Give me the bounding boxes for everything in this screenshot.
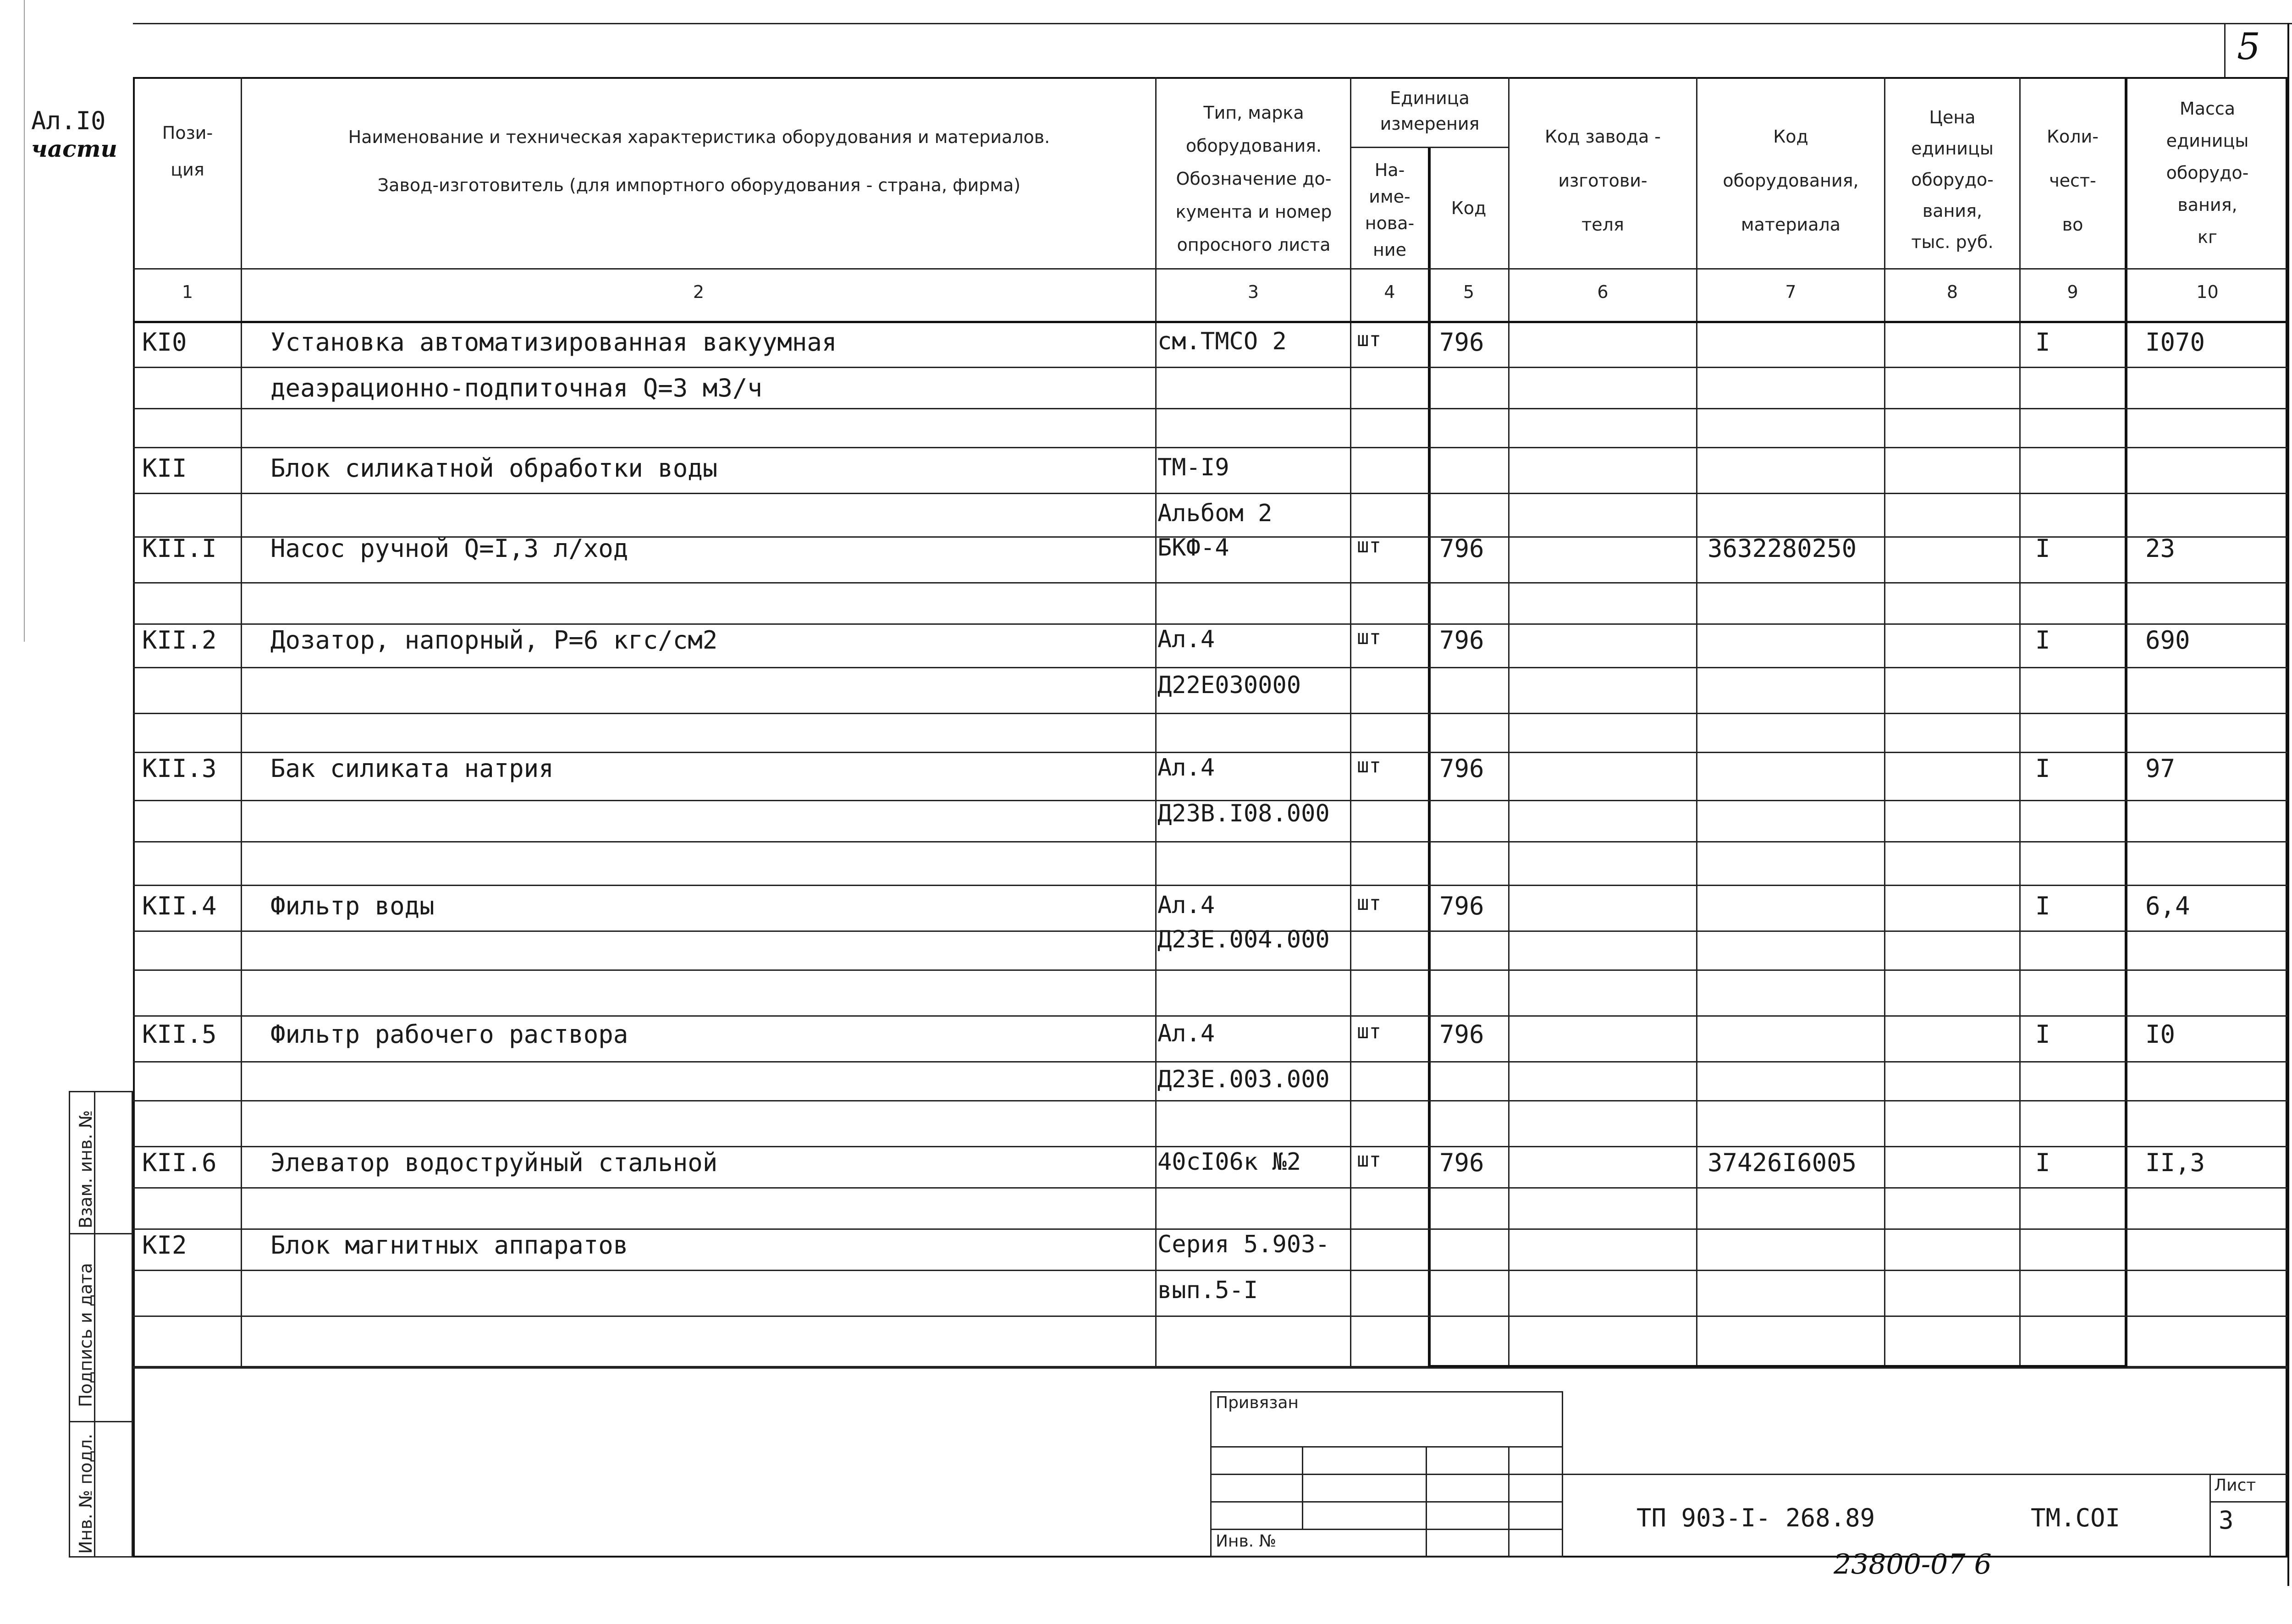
cell-eq: 3632280250 — [1708, 534, 1857, 563]
colnum-4: 4 — [1384, 282, 1395, 302]
left-binding-line — [24, 0, 25, 642]
cell-mass: I0 — [2145, 1020, 2176, 1049]
margin-line2: части — [31, 135, 117, 162]
privyazan-vline1 — [1302, 1446, 1303, 1529]
colnum-1: 1 — [182, 282, 193, 302]
side-stamp-sep2 — [69, 1421, 133, 1422]
cell-type: 40сI06к №2 — [1157, 1148, 1301, 1176]
row-separator — [133, 667, 2287, 668]
row-separator — [133, 1228, 2287, 1230]
privyazan-line2 — [1210, 1474, 1563, 1475]
header-col3: Тип, марка оборудования. Обозначение до- кумента и номер опросного листа — [1175, 103, 1332, 255]
inv-no-label: Инв. № — [1216, 1532, 1277, 1551]
right-border — [2287, 23, 2289, 1586]
header-unit-group: Единица измерения — [1380, 88, 1480, 134]
cell-type: вып.5-I — [1157, 1277, 1258, 1304]
cell-qty: I — [2035, 892, 2050, 920]
cell-pos: КII.4 — [142, 892, 217, 920]
cell-code: 796 — [1439, 1020, 1484, 1049]
colnum-8: 8 — [1946, 282, 1958, 302]
side-stamp-inv: Инв. № подл. — [76, 1433, 96, 1554]
cell-name: Бак силиката натрия — [270, 754, 554, 783]
colnum-7: 7 — [1785, 282, 1796, 302]
cell-pos: КII.I — [142, 534, 217, 563]
cell-unit: шт — [1357, 534, 1381, 557]
cell-code: 796 — [1439, 328, 1484, 357]
cell-type: Ал.4 — [1157, 1020, 1215, 1047]
cell-type: Д23Е.004.000 — [1157, 926, 1330, 953]
cell-name: деаэрационно-подпиточная Q=3 м3/ч — [270, 374, 762, 402]
cell-qty: I — [2035, 328, 2050, 357]
colnum-6: 6 — [1597, 282, 1609, 302]
cell-code: 796 — [1439, 754, 1484, 783]
row-separator — [133, 1187, 2287, 1189]
doc-number: ТП 903-I- 268.89 — [1636, 1503, 1875, 1532]
row-separator — [133, 623, 2287, 625]
header-col6: Код завода - изготови- теля — [1544, 127, 1661, 235]
col-line-1 — [241, 77, 242, 1367]
cell-qty: I — [2035, 754, 2050, 783]
cell-code: 796 — [1439, 626, 1484, 655]
cell-name: Блок магнитных аппаратов — [270, 1231, 628, 1260]
header-col1: Пози- ция — [162, 123, 213, 180]
cell-type: Ал.4 — [1157, 892, 1215, 919]
row-separator — [133, 1100, 2287, 1101]
header-col2-line2: Завод-изготовитель (для импортного оборудования - страна, фирма) — [377, 175, 1021, 195]
cell-type: Ал.4 — [1157, 754, 1215, 782]
col-line-7 — [1884, 77, 1885, 1367]
cell-type: ТМ-I9 — [1157, 454, 1229, 481]
col-line-2 — [1155, 77, 1157, 1367]
cell-qty: I — [2035, 1020, 2050, 1049]
side-stamp-vzam: Взам. инв. № — [76, 1110, 96, 1228]
row-separator — [133, 841, 2287, 842]
header-col10: Масса единицы оборудо- вания, кг — [2166, 99, 2249, 247]
row-separator — [133, 367, 2287, 368]
cell-mass: II,3 — [2145, 1148, 2205, 1177]
row-separator — [133, 493, 2287, 494]
row-separator — [133, 885, 2287, 886]
cell-pos: КII.5 — [142, 1020, 217, 1049]
row-separator — [133, 1015, 2287, 1017]
col-line-8 — [2019, 77, 2021, 1367]
colnum-9: 9 — [2067, 282, 2078, 302]
cell-qty: I — [2035, 626, 2050, 655]
header-col9: Коли- чест- во — [2047, 127, 2099, 235]
colnum-5: 5 — [1463, 282, 1475, 302]
cell-code: 796 — [1439, 892, 1484, 920]
cell-name: Фильтр рабочего раствора — [270, 1020, 628, 1049]
cell-mass: 690 — [2145, 626, 2190, 655]
cell-unit: шт — [1357, 626, 1381, 649]
cell-pos: КI0 — [142, 328, 187, 357]
privyazan-line3 — [1210, 1501, 1563, 1503]
colnum-bottom-line — [133, 321, 2287, 323]
cell-mass: 6,4 — [2145, 892, 2190, 920]
cell-name: Фильтр воды — [270, 892, 435, 920]
cell-pos: КII.2 — [142, 626, 217, 655]
row-separator — [133, 582, 2287, 584]
unit-group-line — [1350, 147, 1508, 148]
row-separator — [133, 1270, 2287, 1271]
row-separator — [133, 1061, 2287, 1062]
col-line-9 — [2125, 77, 2127, 1367]
side-stamp-podpis: Подпись и дата — [76, 1263, 96, 1407]
cell-unit: шт — [1357, 1148, 1381, 1172]
cell-name: Блок силикатной обработки воды — [270, 454, 718, 483]
cell-name: Дозатор, напорный, Р=6 кгс/см2 — [270, 626, 718, 655]
margin-note — [31, 106, 132, 162]
row-separator — [133, 1146, 2287, 1147]
privyazan-label: Привязан — [1216, 1393, 1299, 1412]
cell-type: БКФ-4 — [1157, 534, 1229, 562]
header-col4: На- име- нова- ние — [1365, 160, 1415, 260]
cell-pos: КI2 — [142, 1231, 187, 1260]
colnum-3: 3 — [1247, 282, 1259, 302]
cell-name: Насос ручной Q=I,3 л/ход — [270, 534, 628, 563]
titleblock-top — [1563, 1474, 2287, 1475]
row-separator — [133, 1316, 2287, 1317]
privyazan-vline2 — [1426, 1446, 1427, 1558]
cell-name: Установка автоматизированная вакуумная — [270, 328, 837, 357]
top-border — [133, 23, 2292, 24]
cell-type: Серия 5.903- — [1157, 1231, 1330, 1258]
header-col5: Код — [1451, 198, 1487, 218]
colnum-10: 10 — [2196, 282, 2219, 302]
row-separator — [133, 752, 2287, 753]
cell-eq: 37426I6005 — [1708, 1148, 1857, 1177]
cell-pos: КII — [142, 454, 187, 483]
cell-type: см.ТМСО 2 — [1157, 328, 1287, 355]
sheet-label: Лист — [2214, 1476, 2256, 1495]
privyazan-line4 — [1210, 1529, 1563, 1530]
header-col8: Цена единицы оборудо- вания, тыс. руб. — [1911, 107, 1994, 252]
cell-unit: шт — [1357, 754, 1381, 777]
header-col2-line1: Наименование и техническая характеристика оборудования и материалов. — [348, 127, 1050, 147]
cell-type: Ал.4 — [1157, 626, 1215, 653]
cell-code: 796 — [1439, 534, 1484, 563]
colnum-2: 2 — [693, 282, 705, 302]
cell-type: Д23В.I08.000 — [1157, 800, 1330, 827]
cell-name: Элеватор водоструйный стальной — [270, 1148, 718, 1177]
row-separator — [133, 447, 2287, 448]
cell-type: Альбом 2 — [1157, 500, 1273, 527]
cell-pos: КII.3 — [142, 754, 217, 783]
doc-code: ТМ.СОI — [2031, 1503, 2121, 1532]
privyazan-line1 — [1210, 1446, 1563, 1448]
sheet-box-sep — [2209, 1501, 2287, 1503]
col-line-5 — [1508, 77, 1510, 1367]
cell-mass: I070 — [2145, 328, 2205, 357]
cell-type: Д22Е030000 — [1157, 672, 1301, 699]
sheet-box-line — [2209, 1474, 2211, 1558]
col-line-4 — [1428, 147, 1431, 1367]
col-line-3 — [1350, 77, 1351, 1367]
cell-code: 796 — [1439, 1148, 1484, 1177]
sheet-value: 3 — [2219, 1506, 2234, 1535]
privyazan-vline3 — [1508, 1446, 1510, 1558]
table-bottom — [133, 1367, 2287, 1369]
row-separator — [133, 713, 2287, 714]
cell-unit: шт — [1357, 1020, 1381, 1043]
cell-unit: шт — [1357, 892, 1381, 915]
header-bottom-line — [133, 268, 2287, 270]
row-separator — [133, 408, 2287, 409]
bottom-number: 23800-07 6 — [1834, 1548, 1992, 1580]
corner-page-number: 5 — [2237, 25, 2260, 68]
cell-pos: КII.6 — [142, 1148, 217, 1177]
cell-qty: I — [2035, 534, 2050, 563]
cell-unit: шт — [1357, 328, 1381, 351]
side-stamp-sep1 — [69, 1233, 133, 1234]
margin-line1: Ал.I0 — [31, 106, 106, 135]
col-line-6 — [1696, 77, 1697, 1367]
cell-mass: 23 — [2145, 534, 2176, 563]
row-separator — [133, 969, 2287, 971]
cell-type: Д23Е.003.000 — [1157, 1066, 1330, 1093]
cell-qty: I — [2035, 1148, 2050, 1177]
header-col7: Код оборудования, материала — [1723, 127, 1859, 235]
cell-mass: 97 — [2145, 754, 2176, 783]
